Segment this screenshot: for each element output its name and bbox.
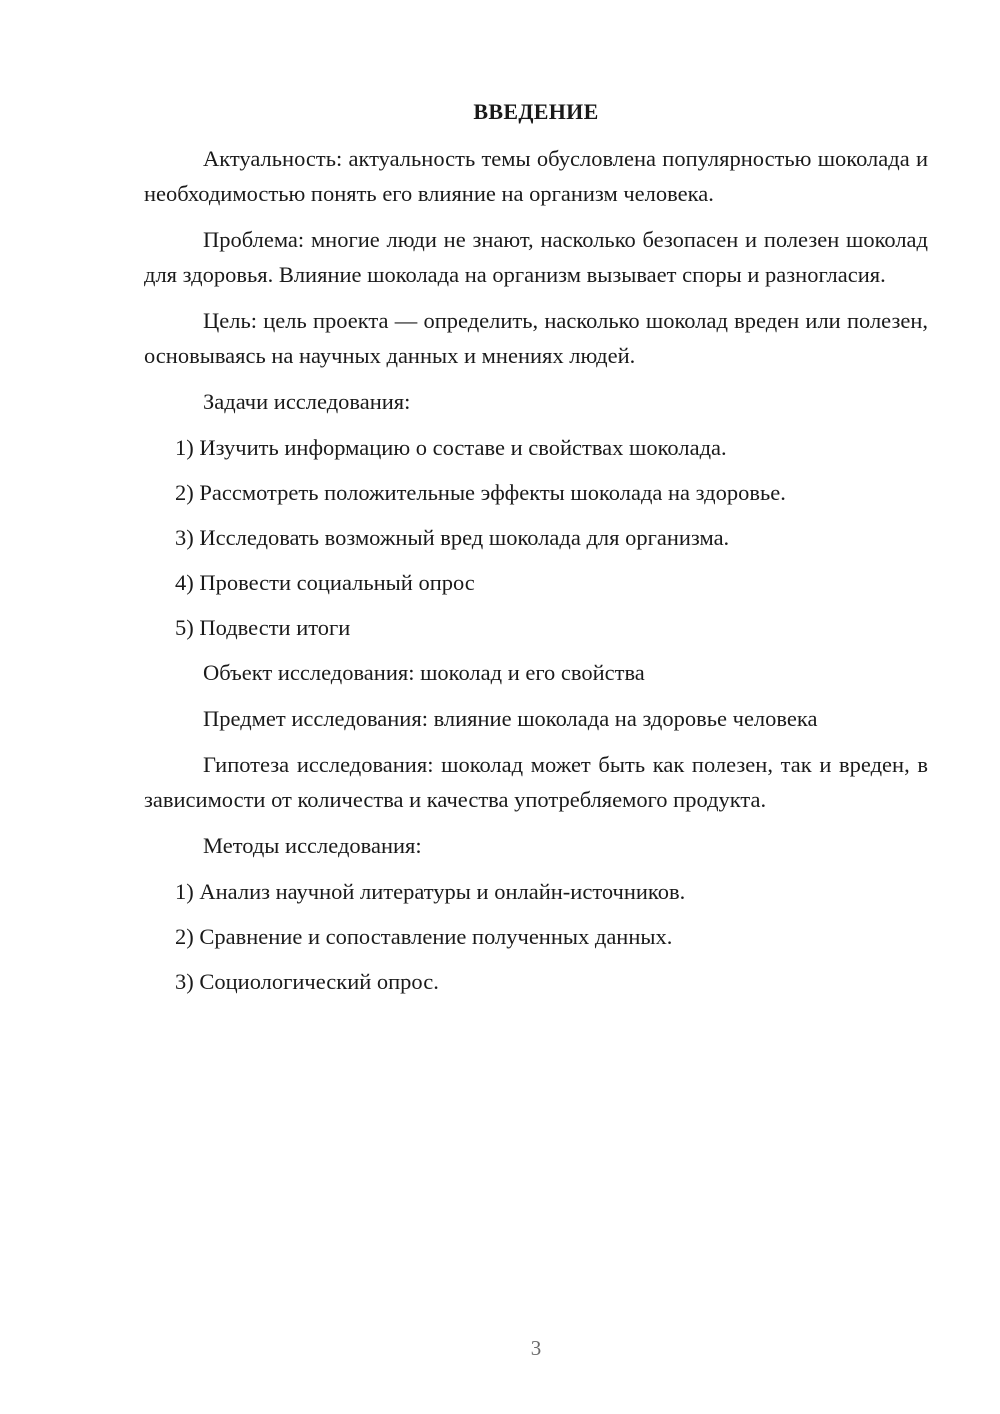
- problem-paragraph: Проблема: многие люди не знают, насколько безопасен и полезен шоколад для здоровья. Влияние шоколада на организм вызывает споры и разногласия.: [144, 227, 928, 287]
- list-item: 4) Провести социальный опрос: [175, 570, 475, 595]
- list-item: 2) Рассмотреть положительные эффекты шоколада на здоровье.: [175, 480, 786, 505]
- list-item: 1) Анализ научной литературы и онлайн-источников.: [175, 879, 686, 904]
- list-item: 1) Изучить информацию о составе и свойствах шоколада.: [175, 435, 727, 460]
- goal-paragraph: Цель: цель проекта — определить, насколько шоколад вреден или полезен, основываясь на научных данных и мнениях людей.: [144, 308, 928, 368]
- subject-line: Предмет исследования: влияние шоколада на здоровье человека: [203, 706, 818, 731]
- relevance-paragraph: Актуальность: актуальность темы обусловлена популярностью шоколада и необходимостью понять его влияние на организм человека.: [144, 146, 928, 206]
- list-item: 2) Сравнение и сопоставление полученных данных.: [175, 924, 673, 949]
- tasks-title: Задачи исследования:: [203, 389, 411, 414]
- hypothesis-paragraph: Гипотеза исследования: шоколад может быть как полезен, так и вреден, в зависимости от количества и качества употребляемого продукта.: [144, 752, 928, 812]
- section-heading: ВВЕДЕНИЕ: [473, 99, 599, 124]
- tasks-list: [144, 430, 928, 645]
- methods-list: [144, 874, 928, 999]
- object-line: Объект исследования: шоколад и его свойства: [203, 660, 645, 685]
- methods-title: Методы исследования:: [203, 833, 422, 858]
- page-number: 3: [530, 1336, 542, 1360]
- list-item: 3) Исследовать возможный вред шоколада для организма.: [175, 525, 730, 550]
- list-item: 5) Подвести итоги: [175, 615, 351, 640]
- list-item: 3) Социологический опрос.: [175, 969, 439, 994]
- document-body: [144, 94, 928, 1009]
